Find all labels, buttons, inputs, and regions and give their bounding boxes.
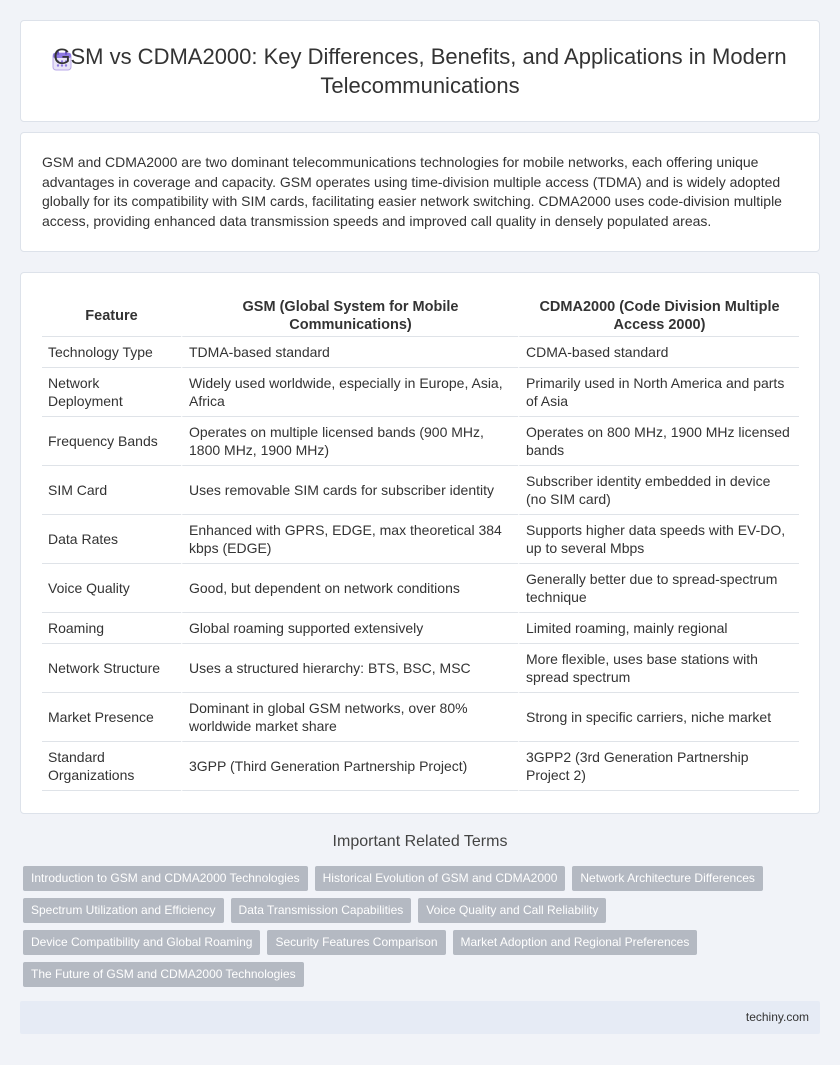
related-term-tag[interactable]: Historical Evolution of GSM and CDMA2000 <box>315 866 566 891</box>
related-term-tag[interactable]: Introduction to GSM and CDMA2000 Technologies <box>23 866 308 891</box>
gsm-cell: Uses removable SIM cards for subscriber identity <box>181 466 518 515</box>
cdma-cell: Strong in specific carriers, niche market <box>518 693 799 742</box>
table-header-row <box>42 295 799 337</box>
related-term-tag[interactable]: Security Features Comparison <box>267 930 445 955</box>
footer <box>20 1001 820 1034</box>
title-card <box>20 20 820 122</box>
feature-cell: Network Deployment <box>42 368 181 417</box>
feature-cell: Roaming <box>42 613 181 644</box>
comparison-table <box>42 295 799 791</box>
gsm-cell: Good, but dependent on network conditions <box>181 564 518 613</box>
related-term-tag[interactable]: Voice Quality and Call Reliability <box>418 898 606 923</box>
cdma-cell: Operates on 800 MHz, 1900 MHz licensed bands <box>518 417 799 466</box>
cdma-cell: CDMA-based standard <box>518 337 799 368</box>
cdma-cell: Supports higher data speeds with EV-DO, up to several Mbps <box>518 515 799 564</box>
feature-cell: Voice Quality <box>42 564 181 613</box>
feature-cell: SIM Card <box>42 466 181 515</box>
header-gsm: GSM (Global System for Mobile Communications) <box>181 295 518 337</box>
cdma-cell: Limited roaming, mainly regional <box>518 613 799 644</box>
feature-cell: Technology Type <box>42 337 181 368</box>
table-row <box>42 368 799 417</box>
table-row <box>42 417 799 466</box>
gsm-cell: TDMA-based standard <box>181 337 518 368</box>
table-row <box>42 644 799 693</box>
gsm-cell: Global roaming supported extensively <box>181 613 518 644</box>
table-row <box>42 693 799 742</box>
intro-paragraph: GSM and CDMA2000 are two dominant telecommunications technologies for mobile networks, each offering unique advantages in coverage and capacity. GSM operates using time-division multiple access (TDMA) and is widely adopted globally for its compatibility with SIM cards, facilitating easier network switching. CDMA2000 uses code-division multiple access, providing enhanced data transmission speeds and improved call quality in densely populated areas. <box>42 154 782 229</box>
gsm-cell: Operates on multiple licensed bands (900 MHz, 1800 MHz, 1900 MHz) <box>181 417 518 466</box>
gsm-cell: Dominant in global GSM networks, over 80% worldwide market share <box>181 693 518 742</box>
tag-row <box>23 930 803 955</box>
header-cdma2000: CDMA2000 (Code Division Multiple Access 2000) <box>518 295 799 337</box>
table-row <box>42 742 799 791</box>
related-term-tag[interactable]: Market Adoption and Regional Preferences <box>453 930 698 955</box>
gsm-cell: Widely used worldwide, especially in Europe, Asia, Africa <box>181 368 518 417</box>
table-row <box>42 515 799 564</box>
table-row <box>42 466 799 515</box>
cdma-cell: Subscriber identity embedded in device (no SIM card) <box>518 466 799 515</box>
feature-cell: Network Structure <box>42 644 181 693</box>
comparison-card <box>20 272 820 814</box>
table-row <box>42 337 799 368</box>
header-feature: Feature <box>42 295 181 337</box>
feature-cell: Data Rates <box>42 515 181 564</box>
related-term-tag[interactable]: Network Architecture Differences <box>572 866 763 891</box>
gsm-cell: Uses a structured hierarchy: BTS, BSC, MSC <box>181 644 518 693</box>
related-term-tag[interactable]: Data Transmission Capabilities <box>231 898 412 923</box>
feature-cell: Standard Organizations <box>42 742 181 791</box>
cdma-cell: Generally better due to spread-spectrum technique <box>518 564 799 613</box>
footer-site-link[interactable]: techiny.com <box>745 1010 809 1024</box>
related-terms-title: Important Related Terms <box>332 833 508 850</box>
page-title: GSM vs CDMA2000: Key Differences, Benefits, and Applications in Modern Telecommunications <box>53 44 787 98</box>
cdma-cell: Primarily used in North America and parts of Asia <box>518 368 799 417</box>
intro-card <box>20 132 820 252</box>
tag-row <box>23 866 803 891</box>
feature-cell: Frequency Bands <box>42 417 181 466</box>
related-terms-tags <box>23 866 803 994</box>
related-term-tag[interactable]: Device Compatibility and Global Roaming <box>23 930 260 955</box>
related-term-tag[interactable]: Spectrum Utilization and Efficiency <box>23 898 224 923</box>
gsm-cell: 3GPP (Third Generation Partnership Project) <box>181 742 518 791</box>
tag-row <box>23 962 803 987</box>
gsm-cell: Enhanced with GPRS, EDGE, max theoretical 384 kbps (EDGE) <box>181 515 518 564</box>
tag-row <box>23 898 803 923</box>
cdma-cell: 3GPP2 (3rd Generation Partnership Project 2) <box>518 742 799 791</box>
related-term-tag[interactable]: The Future of GSM and CDMA2000 Technologies <box>23 962 304 987</box>
table-row <box>42 613 799 644</box>
feature-cell: Market Presence <box>42 693 181 742</box>
cdma-cell: More flexible, uses base stations with spread spectrum <box>518 644 799 693</box>
table-row <box>42 564 799 613</box>
